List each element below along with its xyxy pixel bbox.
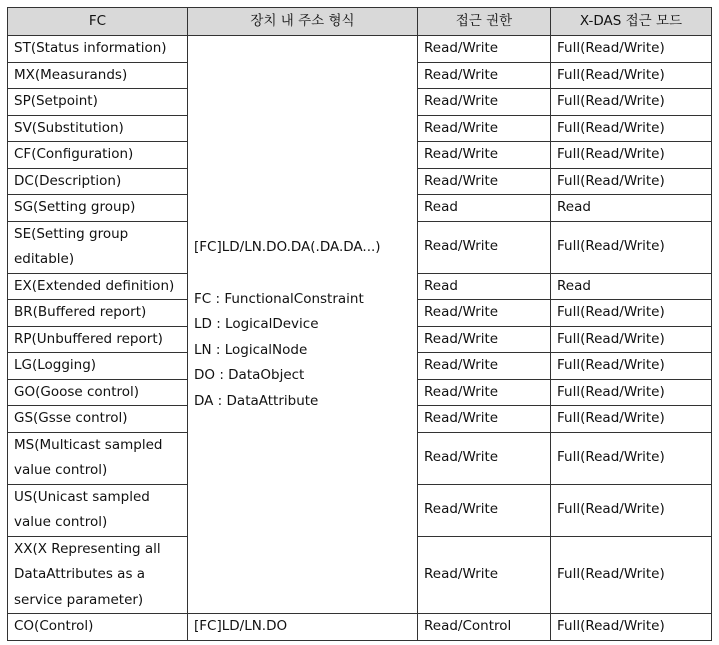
fc-cell: EX(Extended definition) [8,273,188,300]
table-row [8,36,712,63]
access-cell: Read/Write [418,379,551,406]
mode-cell: Full(Read/Write) [551,484,712,536]
fc-cell: GS(Gsse control) [8,406,188,433]
table-row [8,614,712,641]
fc-cell: MX(Measurands) [8,62,188,89]
mode-cell: Full(Read/Write) [551,536,712,614]
mode-cell: Full(Read/Write) [551,142,712,169]
fc-cell: LG(Logging) [8,353,188,380]
header-fc: FC [8,8,188,36]
header-address-format: 장치 내 주소 형식 [188,8,418,36]
mode-cell: Full(Read/Write) [551,326,712,353]
fc-access-table [7,7,712,641]
header-access-right: 접근 권한 [418,8,551,36]
access-cell: Read/Write [418,536,551,614]
access-cell: Read/Control [418,614,551,641]
fc-cell: DC(Description) [8,168,188,195]
fc-cell: SP(Setpoint) [8,89,188,116]
access-cell: Read/Write [418,168,551,195]
access-cell: Read/Write [418,432,551,484]
fc-cell: SE(Setting group editable) [8,221,188,273]
access-cell: Read/Write [418,326,551,353]
mode-cell: Full(Read/Write) [551,353,712,380]
fc-cell: SV(Substitution) [8,115,188,142]
legend-da: DA : DataAttribute [194,392,319,409]
legend-do: DO : DataObject [194,367,305,383]
fc-cell: US(Unicast sampled value control) [8,484,188,536]
mode-cell: Full(Read/Write) [551,432,712,484]
fc-cell: SG(Setting group) [8,195,188,222]
fc-cell: CF(Configuration) [8,142,188,169]
header-xdas-access-mode: X-DAS 접근 모드 [551,8,712,36]
access-cell: Read/Write [418,36,551,63]
mode-cell: Full(Read/Write) [551,62,712,89]
access-cell: Read/Write [418,221,551,273]
mode-cell: Full(Read/Write) [551,379,712,406]
fc-cell: CO(Control) [8,614,188,641]
legend-fc: FC : FunctionalConstraint [194,290,364,307]
mode-cell: Full(Read/Write) [551,89,712,116]
mode-cell: Full(Read/Write) [551,406,712,433]
fc-cell: ST(Status information) [8,36,188,63]
access-cell: Read/Write [418,142,551,169]
access-cell: Read/Write [418,300,551,327]
fc-cell: GO(Goose control) [8,379,188,406]
mode-cell: Full(Read/Write) [551,221,712,273]
legend-ln: LN : LogicalNode [194,341,308,358]
address-format-cell [188,36,418,614]
access-cell: Read [418,195,551,222]
mode-cell: Full(Read/Write) [551,168,712,195]
mode-cell: Read [551,195,712,222]
access-cell: Read/Write [418,62,551,89]
address-format-main: [FC]LD/LN.DO.DA(.DA.DA...) [194,239,381,255]
mode-cell: Full(Read/Write) [551,115,712,142]
access-cell: Read [418,273,551,300]
access-cell: Read/Write [418,115,551,142]
access-cell: Read/Write [418,484,551,536]
fc-cell: BR(Buffered report) [8,300,188,327]
mode-cell: Full(Read/Write) [551,300,712,327]
fc-access-table-wrapper [7,7,712,641]
fc-cell: XX(X Representing all DataAttributes as a service parameter) [8,536,188,614]
address-format-control-cell: [FC]LD/LN.DO [188,614,418,641]
fc-cell: RP(Unbuffered report) [8,326,188,353]
mode-cell: Read [551,273,712,300]
legend-ld: LD : LogicalDevice [194,316,319,332]
fc-cell: MS(Multicast sampled value control) [8,432,188,484]
access-cell: Read/Write [418,353,551,380]
access-cell: Read/Write [418,89,551,116]
header-row [8,8,712,36]
access-cell: Read/Write [418,406,551,433]
mode-cell: Full(Read/Write) [551,36,712,63]
mode-cell: Full(Read/Write) [551,614,712,641]
